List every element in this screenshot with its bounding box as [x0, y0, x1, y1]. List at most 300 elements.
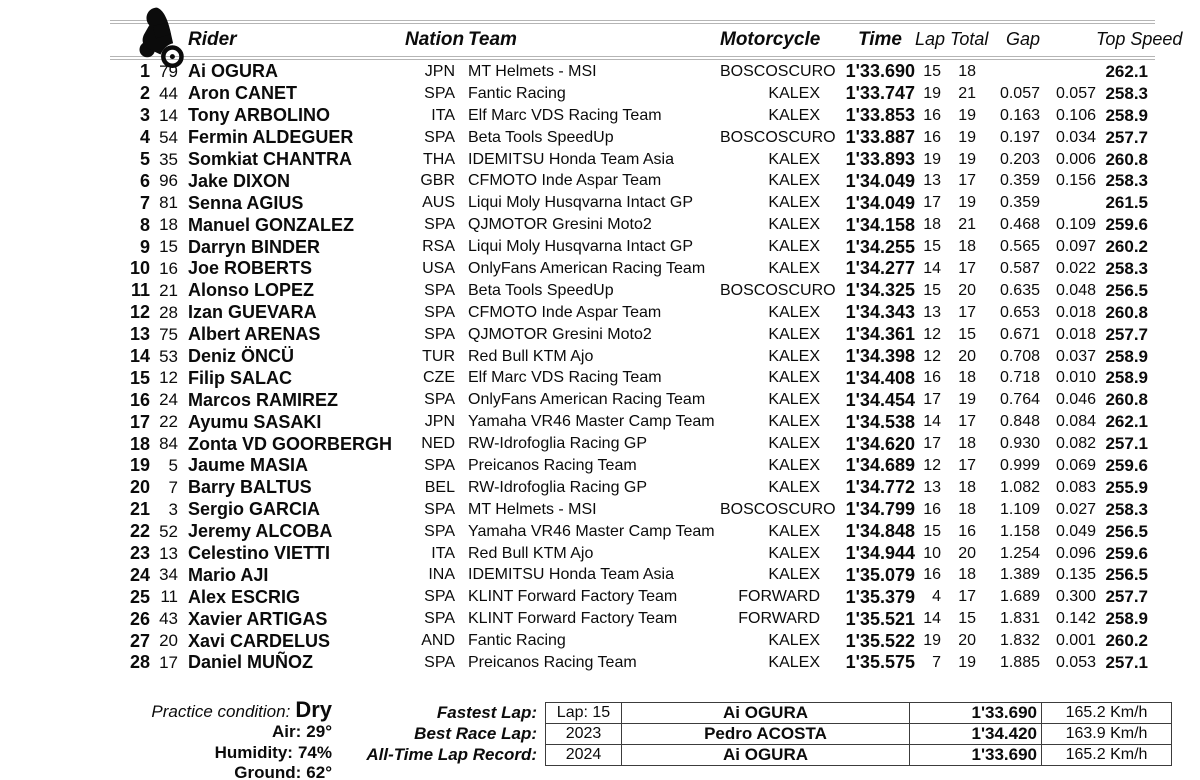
gap-to-first-cell: 0.359: [999, 172, 1040, 190]
nation-cell: JPN: [424, 413, 455, 431]
position-cell: 25: [129, 586, 150, 607]
nation-cell: ITA: [431, 544, 455, 562]
top-speed-cell: 256.5: [1105, 565, 1148, 585]
motorcycle-cell: KALEX: [768, 653, 820, 671]
lap-cell: 19: [923, 150, 941, 168]
practice-condition-value: Dry: [295, 697, 332, 722]
gap-to-first-cell: 1.689: [999, 588, 1040, 606]
nation-cell: SPA: [424, 216, 455, 234]
all-time-record-label: All-Time Lap Record:: [366, 745, 537, 764]
column-header-gap: Gap: [1005, 29, 1040, 49]
result-row: [110, 236, 1148, 258]
position-cell: 10: [129, 258, 150, 279]
nation-cell: CZE: [423, 369, 455, 387]
rider-number-cell: 20: [159, 631, 178, 651]
best-race-lap-rider: Pedro ACOSTA: [622, 724, 910, 745]
best-time-cell: 1'34.325: [845, 280, 915, 301]
gap-to-prev-cell: 0.006: [1055, 150, 1096, 168]
ground-temperature-line: [106, 763, 332, 780]
total-laps-cell: 18: [958, 500, 976, 518]
team-cell: Liqui Moly Husqvarna Intact GP: [468, 238, 693, 256]
team-cell: Beta Tools SpeedUp: [468, 128, 614, 146]
best-time-cell: 1'33.853: [845, 105, 915, 126]
nation-cell: BEL: [424, 478, 455, 496]
position-cell: 17: [129, 411, 150, 432]
rider-number-cell: 79: [159, 61, 178, 81]
position-cell: 16: [129, 389, 150, 410]
rider-name-cell: Alonso LOPEZ: [188, 280, 314, 301]
rider-name-cell: Ai OGURA: [188, 61, 278, 82]
rider-name-cell: Barry BALTUS: [188, 477, 312, 498]
best-time-cell: 1'34.408: [845, 367, 915, 388]
nation-cell: SPA: [424, 325, 455, 343]
lap-cell: 13: [923, 478, 941, 496]
result-row: [110, 346, 1148, 368]
fastest-lap-row: [360, 703, 1172, 724]
team-cell: OnlyFans American Racing Team: [468, 391, 706, 409]
gap-to-prev-cell: 0.142: [1055, 610, 1096, 628]
nation-cell: USA: [422, 259, 455, 277]
rider-number-cell: 15: [159, 237, 178, 257]
best-time-cell: 1'34.620: [845, 433, 915, 454]
all-time-record-rider: Ai OGURA: [622, 745, 910, 766]
gap-to-first-cell: 1.158: [999, 522, 1040, 540]
motorcycle-cell: KALEX: [768, 632, 820, 650]
total-laps-cell: 17: [958, 172, 976, 190]
column-header-motorcycle: Motorcycle: [720, 28, 821, 50]
rider-name-cell: Senna AGIUS: [188, 192, 304, 213]
result-row: [110, 280, 1148, 302]
gap-to-first-cell: 0.999: [999, 456, 1040, 474]
best-time-cell: 1'34.049: [845, 192, 915, 213]
nation-cell: SPA: [424, 128, 455, 146]
rider-number-cell: 81: [159, 193, 178, 213]
team-cell: Elf Marc VDS Racing Team: [468, 106, 662, 124]
best-time-cell: 1'34.944: [845, 543, 915, 564]
total-laps-cell: 15: [958, 610, 976, 628]
column-header-time: Time: [857, 28, 902, 50]
lap-cell: 16: [923, 128, 941, 146]
motorcycle-cell: KALEX: [768, 456, 820, 474]
position-cell: 4: [139, 127, 150, 148]
gap-to-first-cell: 0.203: [999, 150, 1040, 168]
nation-cell: SPA: [424, 610, 455, 628]
best-time-cell: 1'34.454: [845, 389, 915, 410]
top-speed-cell: 260.8: [1105, 149, 1148, 169]
lap-cell: 14: [923, 610, 941, 628]
rider-name-cell: Izan GUEVARA: [188, 302, 317, 323]
all-time-record-time: 1'33.690: [910, 745, 1042, 766]
team-cell: Fantic Racing: [468, 84, 566, 102]
rider-number-cell: 11: [160, 587, 178, 607]
total-laps-cell: 17: [958, 456, 976, 474]
rider-number-cell: 3: [168, 499, 178, 519]
gap-to-first-cell: 0.057: [999, 84, 1040, 102]
result-row: [110, 630, 1148, 652]
gap-to-first-cell: 0.587: [999, 259, 1040, 277]
gap-to-first-cell: 1.109: [999, 500, 1040, 518]
team-cell: OnlyFans American Racing Team: [468, 259, 706, 277]
result-row: [110, 367, 1148, 389]
rider-number-cell: 28: [159, 302, 178, 322]
top-speed-cell: 257.7: [1105, 587, 1148, 607]
best-race-lap-row: [360, 724, 1172, 745]
nation-cell: NED: [421, 435, 455, 453]
best-time-cell: 1'34.799: [845, 499, 915, 520]
result-row: [110, 149, 1148, 171]
humidity-value: 74%: [297, 742, 332, 762]
lap-cell: 15: [923, 62, 941, 80]
total-laps-cell: 21: [958, 84, 976, 102]
rider-number-cell: 35: [159, 149, 178, 169]
ground-value: 62°: [306, 763, 332, 780]
gap-to-prev-cell: 0.048: [1055, 281, 1096, 299]
best-time-cell: 1'33.690: [845, 61, 915, 82]
gap-to-first-cell: 0.718: [999, 369, 1040, 387]
air-temperature-line: [106, 722, 332, 743]
rider-name-cell: Joe ROBERTS: [188, 258, 313, 279]
position-cell: 22: [129, 521, 150, 542]
gap-to-first-cell: 1.832: [999, 632, 1040, 650]
nation-cell: SPA: [424, 588, 455, 606]
team-cell: RW-Idrofoglia Racing GP: [468, 478, 648, 496]
rider-name-cell: Sergio GARCIA: [188, 499, 321, 520]
gap-to-prev-cell: 0.109: [1055, 216, 1096, 234]
gap-to-first-cell: 0.197: [999, 128, 1040, 146]
top-speed-cell: 257.7: [1105, 324, 1148, 344]
position-cell: 3: [139, 105, 150, 126]
gap-to-first-cell: 1.389: [999, 566, 1040, 584]
result-row: [110, 521, 1148, 543]
gap-to-first-cell: 1.254: [999, 544, 1040, 562]
top-speed-cell: 257.1: [1105, 434, 1148, 454]
rider-name-cell: Mario AJI: [188, 564, 269, 585]
team-cell: IDEMITSU Honda Team Asia: [468, 150, 675, 168]
gap-to-prev-cell: 0.001: [1055, 632, 1096, 650]
position-cell: 7: [139, 192, 150, 213]
gap-to-first-cell: 0.565: [999, 238, 1040, 256]
gap-to-prev-cell: 0.046: [1055, 391, 1096, 409]
lap-cell: 14: [923, 413, 941, 431]
total-laps-cell: 16: [958, 522, 976, 540]
lap-cell: 12: [923, 325, 941, 343]
total-laps-cell: 20: [958, 544, 976, 562]
best-race-lap-label: Best Race Lap:: [414, 724, 537, 743]
total-laps-cell: 17: [958, 303, 976, 321]
nation-cell: SPA: [424, 522, 455, 540]
motorcycle-cell: KALEX: [768, 150, 820, 168]
lap-cell: 16: [923, 106, 941, 124]
result-row: [110, 61, 1148, 83]
lap-cell: 18: [923, 216, 941, 234]
top-speed-cell: 256.5: [1105, 521, 1148, 541]
rider-number-cell: 14: [159, 105, 178, 125]
total-laps-cell: 19: [958, 194, 976, 212]
best-time-cell: 1'33.747: [845, 83, 915, 104]
total-laps-cell: 19: [958, 391, 976, 409]
position-cell: 2: [139, 83, 150, 104]
top-speed-cell: 259.6: [1105, 455, 1148, 475]
best-race-lap-speed: 163.9 Km/h: [1042, 724, 1172, 745]
gap-to-prev-cell: 0.037: [1055, 347, 1096, 365]
lap-cell: 13: [923, 172, 941, 190]
best-race-lap-year: 2023: [546, 724, 622, 745]
top-speed-cell: 258.9: [1105, 368, 1148, 388]
total-laps-cell: 20: [958, 632, 976, 650]
rider-number-cell: 24: [159, 390, 178, 410]
rider-name-cell: Manuel GONZALEZ: [188, 214, 354, 235]
top-speed-cell: 258.9: [1105, 105, 1148, 125]
nation-cell: SPA: [424, 456, 455, 474]
team-cell: Fantic Racing: [468, 632, 566, 650]
top-speed-cell: 258.3: [1105, 171, 1148, 191]
motorcycle-cell: KALEX: [768, 216, 820, 234]
best-time-cell: 1'34.538: [845, 411, 915, 432]
lap-cell: 12: [923, 347, 941, 365]
rider-number-cell: 16: [159, 258, 178, 278]
air-label: Air:: [272, 722, 302, 741]
team-cell: Red Bull KTM Ajo: [468, 544, 594, 562]
nation-cell: THA: [423, 150, 455, 168]
rider-number-cell: 22: [159, 412, 178, 432]
rider-number-cell: 54: [159, 127, 178, 147]
lap-cell: 10: [923, 544, 941, 562]
nation-cell: GBR: [420, 172, 455, 190]
total-laps-cell: 20: [958, 347, 976, 365]
top-speed-cell: 255.9: [1105, 477, 1148, 497]
motorcycle-cell: BOSCOSCURO: [720, 62, 836, 80]
rider-number-cell: 34: [159, 565, 178, 585]
team-cell: Preicanos Racing Team: [468, 653, 637, 671]
gap-to-first-cell: 0.671: [999, 325, 1040, 343]
result-row: [110, 477, 1148, 499]
nation-cell: SPA: [424, 653, 455, 671]
position-cell: 23: [129, 543, 150, 564]
rider-name-cell: Albert ARENAS: [188, 324, 321, 345]
result-row: [110, 83, 1148, 105]
gap-to-prev-cell: 0.300: [1055, 588, 1096, 606]
column-header-nation: Nation: [405, 28, 465, 50]
rider-name-cell: Tony ARBOLINO: [188, 105, 330, 126]
gap-to-first-cell: 0.930: [999, 435, 1040, 453]
nation-cell: SPA: [424, 500, 455, 518]
rider-name-cell: Aron CANET: [188, 83, 297, 104]
team-cell: CFMOTO Inde Aspar Team: [468, 303, 662, 321]
total-laps-cell: 19: [958, 653, 976, 671]
best-time-cell: 1'34.772: [845, 477, 915, 498]
team-cell: CFMOTO Inde Aspar Team: [468, 172, 662, 190]
nation-cell: AUS: [422, 194, 455, 212]
nation-cell: ITA: [431, 106, 455, 124]
position-cell: 19: [129, 455, 150, 476]
gap-to-prev-cell: 0.053: [1055, 653, 1096, 671]
lap-cell: 19: [923, 84, 941, 102]
result-row: [110, 455, 1148, 477]
motorcycle-cell: KALEX: [768, 303, 820, 321]
motorcycle-cell: KALEX: [768, 435, 820, 453]
result-row: [110, 192, 1148, 214]
gap-to-prev-cell: 0.018: [1055, 303, 1096, 321]
position-cell: 6: [139, 170, 150, 191]
team-cell: Elf Marc VDS Racing Team: [468, 369, 662, 387]
result-row: [110, 433, 1148, 455]
result-row: [110, 586, 1148, 608]
rider-number-cell: 84: [159, 434, 178, 454]
lap-cell: 17: [923, 435, 941, 453]
best-time-cell: 1'34.255: [845, 236, 915, 257]
motorcycle-cell: FORWARD: [738, 588, 820, 606]
nation-cell: JPN: [424, 62, 455, 80]
gap-to-prev-cell: 0.156: [1055, 172, 1096, 190]
lap-cell: 16: [923, 566, 941, 584]
result-row: [110, 127, 1148, 149]
best-race-lap-time: 1'34.420: [910, 724, 1042, 745]
position-cell: 21: [129, 499, 150, 520]
top-speed-cell: 258.3: [1105, 499, 1148, 519]
top-speed-cell: 256.5: [1105, 280, 1148, 300]
motorcycle-cell: KALEX: [768, 172, 820, 190]
position-cell: 28: [129, 652, 150, 673]
gap-to-prev-cell: 0.097: [1055, 238, 1096, 256]
result-row: [110, 258, 1148, 280]
position-cell: 18: [129, 433, 150, 454]
lap-cell: 16: [923, 369, 941, 387]
rider-number-cell: 75: [159, 324, 178, 344]
top-speed-cell: 260.2: [1105, 237, 1148, 257]
position-cell: 12: [129, 302, 150, 323]
team-cell: Beta Tools SpeedUp: [468, 281, 614, 299]
gap-to-prev-cell: 0.069: [1055, 456, 1096, 474]
gap-to-prev-cell: 0.022: [1055, 259, 1096, 277]
fastest-lap-time: 1'33.690: [910, 703, 1042, 724]
motorcycle-cell: KALEX: [768, 413, 820, 431]
top-speed-cell: 257.7: [1105, 127, 1148, 147]
rider-number-cell: 53: [159, 346, 178, 366]
best-time-cell: 1'34.158: [845, 214, 915, 235]
best-time-cell: 1'34.689: [845, 455, 915, 476]
result-row: [110, 302, 1148, 324]
rider-name-cell: Jaume MASIA: [188, 455, 309, 476]
lap-cell: 15: [923, 281, 941, 299]
nation-cell: SPA: [424, 84, 455, 102]
gap-to-first-cell: 0.359: [999, 194, 1040, 212]
top-speed-cell: 260.8: [1105, 390, 1148, 410]
top-speed-cell: 259.6: [1105, 215, 1148, 235]
humidity-line: [106, 743, 332, 764]
motorcycle-cell: FORWARD: [738, 610, 820, 628]
gap-to-first-cell: 0.848: [999, 413, 1040, 431]
result-row: [110, 608, 1148, 630]
best-time-cell: 1'33.887: [845, 127, 915, 148]
motorcycle-cell: KALEX: [768, 522, 820, 540]
total-laps-cell: 17: [958, 588, 976, 606]
nation-cell: SPA: [424, 281, 455, 299]
humidity-label: Humidity:: [214, 742, 293, 762]
lap-cell: 4: [932, 588, 941, 606]
position-cell: 5: [139, 149, 150, 169]
total-laps-cell: 17: [958, 259, 976, 277]
position-cell: 8: [139, 214, 150, 235]
lap-cell: 15: [923, 238, 941, 256]
rider-name-cell: Deniz ÖNCÜ: [188, 346, 295, 367]
motorcycle-cell: BOSCOSCURO: [720, 500, 836, 518]
best-time-cell: 1'34.361: [845, 324, 915, 345]
practice-condition-line: [106, 697, 332, 722]
nation-cell: SPA: [424, 391, 455, 409]
gap-to-first-cell: 1.831: [999, 610, 1040, 628]
total-laps-cell: 18: [958, 566, 976, 584]
lap-cell: 7: [932, 653, 941, 671]
team-cell: QJMOTOR Gresini Moto2: [468, 325, 652, 343]
position-cell: 20: [129, 477, 150, 498]
total-laps-cell: 19: [958, 106, 976, 124]
top-speed-cell: 258.3: [1105, 258, 1148, 278]
result-row: [110, 411, 1148, 433]
fastest-lap-speed: 165.2 Km/h: [1042, 703, 1172, 724]
column-header-rider: Rider: [188, 28, 237, 50]
total-laps-cell: 19: [958, 128, 976, 146]
nation-cell: SPA: [424, 303, 455, 321]
rider-number-cell: 18: [159, 215, 178, 235]
gap-to-first-cell: 0.708: [999, 347, 1040, 365]
gap-to-first-cell: 1.885: [999, 653, 1040, 671]
gap-to-first-cell: 0.468: [999, 216, 1040, 234]
column-header-team: Team: [468, 28, 517, 50]
rider-number-cell: 7: [168, 477, 178, 497]
motorcycle-cell: KALEX: [768, 369, 820, 387]
ground-label: Ground:: [234, 763, 302, 780]
gap-to-prev-cell: 0.010: [1055, 369, 1096, 387]
gap-to-prev-cell: 0.084: [1055, 413, 1096, 431]
top-speed-cell: 257.1: [1105, 652, 1148, 672]
best-time-cell: 1'35.379: [845, 586, 915, 607]
rider-name-cell: Jeremy ALCOBA: [188, 521, 333, 542]
nation-cell: AND: [421, 632, 455, 650]
gap-to-prev-cell: 0.057: [1055, 84, 1096, 102]
motorcycle-cell: KALEX: [768, 238, 820, 256]
top-speed-cell: 261.5: [1105, 193, 1148, 213]
motorcycle-cell: KALEX: [768, 106, 820, 124]
rider-number-cell: 17: [159, 652, 178, 672]
best-time-cell: 1'35.079: [845, 564, 915, 585]
result-row: [110, 543, 1148, 565]
best-time-cell: 1'35.522: [845, 630, 915, 651]
total-laps-cell: 15: [958, 325, 976, 343]
motorcycle-racer-icon: [136, 6, 192, 68]
total-laps-cell: 19: [958, 150, 976, 168]
nation-cell: TUR: [422, 347, 455, 365]
gap-to-prev-cell: 0.106: [1055, 106, 1096, 124]
position-cell: 26: [129, 608, 150, 629]
air-value: 29°: [306, 722, 332, 741]
nation-cell: RSA: [422, 238, 455, 256]
top-speed-cell: 258.9: [1105, 346, 1148, 366]
motorcycle-cell: KALEX: [768, 566, 820, 584]
rider-number-cell: 13: [159, 543, 178, 563]
top-speed-cell: 258.3: [1105, 83, 1148, 103]
top-speed-cell: 260.2: [1105, 631, 1148, 651]
team-cell: Yamaha VR46 Master Camp Team: [468, 522, 715, 540]
team-cell: QJMOTOR Gresini Moto2: [468, 216, 652, 234]
top-speed-cell: 260.8: [1105, 302, 1148, 322]
rider-number-cell: 43: [159, 609, 178, 629]
gap-to-first-cell: 1.082: [999, 478, 1040, 496]
rider-name-cell: Celestino VIETTI: [188, 543, 331, 564]
gap-to-prev-cell: 0.083: [1055, 478, 1096, 496]
gap-to-first-cell: 0.653: [999, 303, 1040, 321]
rider-name-cell: Ayumu SASAKI: [188, 411, 322, 432]
practice-conditions: [106, 697, 332, 780]
